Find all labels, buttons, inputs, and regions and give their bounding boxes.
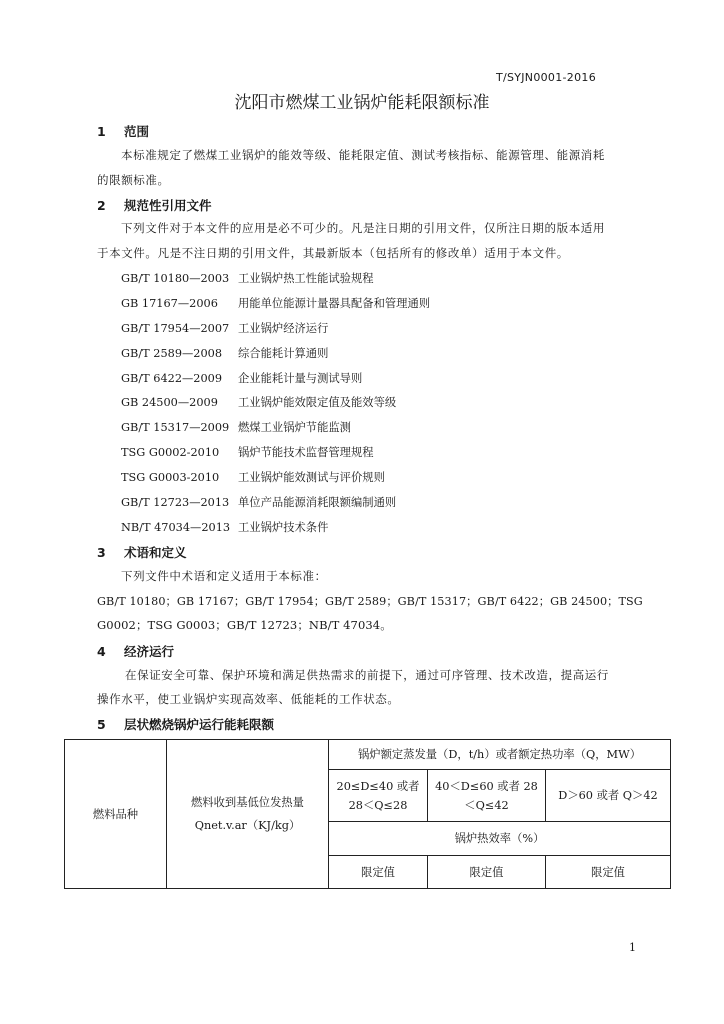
section-4-heading: 4 经济运行 — [97, 644, 175, 659]
capacity-range-cell: D＞60 或者 Q＞42 — [546, 770, 671, 822]
section-3-heading: 3 术语和定义 — [97, 545, 187, 560]
reference-item: GB/T 6422—2009 企业能耗计量与测试导则 — [121, 372, 363, 385]
document-number: T/SYJN0001-2016 — [495, 71, 596, 84]
limit-value-cell: 限定值 — [546, 856, 671, 889]
fuel-type-header: 燃料品种 — [65, 740, 167, 889]
energy-limit-table — [64, 739, 671, 889]
section-1-heading: 1 范围 — [97, 124, 150, 139]
reference-item: NB/T 47034—2013 工业锅炉技术条件 — [121, 521, 329, 534]
efficiency-header: 锅炉热效率（%） — [329, 822, 671, 856]
page-number: 1 — [629, 941, 636, 954]
section-1-paragraph-line: 的限额标准。 — [97, 173, 170, 187]
section-4-paragraph-line: 操作水平，使工业锅炉实现高效率、低能耗的工作状态。 — [97, 692, 400, 706]
reference-item: GB 24500—2009 工业锅炉能效限定值及能效等级 — [121, 396, 397, 409]
section-4-paragraph-line: 在保证安全可靠、保护环境和满足供热需求的前提下，通过可序管理、技术改造，提高运行 — [125, 668, 609, 682]
reference-item: GB/T 17954—2007 工业锅炉经济运行 — [121, 322, 329, 335]
section-3-paragraph-line: G0002；TSG G0003；GB/T 12723；NB/T 47034。 — [97, 618, 392, 632]
section-1-paragraph-line: 本标准规定了燃煤工业锅炉的能效等级、能耗限定值、测试考核指标、能源管理、能源消耗 — [121, 148, 605, 162]
capacity-range-cell: 40＜D≤60 或者 28 ＜Q≤42 — [428, 770, 546, 822]
reference-item: TSG G0002-2010 锅炉节能技术监督管理规程 — [121, 446, 374, 459]
section-2-paragraph-line: 于本文件。凡是不注日期的引用文件，其最新版本（包括所有的修改单）适用于本文件。 — [97, 246, 569, 260]
section-3-paragraph-line: 下列文件中术语和定义适用于本标准： — [121, 569, 327, 583]
section-2-heading: 2 规范性引用文件 — [97, 198, 212, 213]
reference-item: GB/T 10180—2003 工业锅炉热工性能试验规程 — [121, 272, 374, 285]
section-5-heading: 5 层状燃烧锅炉运行能耗限额 — [97, 717, 275, 732]
reference-item: GB 17167—2006 用能单位能源计量器具配备和管理通则 — [121, 297, 431, 310]
reference-item: GB/T 2589—2008 综合能耗计算通则 — [121, 347, 329, 360]
capacity-range-cell: 20≤D≤40 或者 28＜Q≤28 — [329, 770, 428, 822]
limit-value-cell: 限定值 — [329, 856, 428, 889]
reference-item: GB/T 15317—2009 燃煤工业锅炉节能监测 — [121, 421, 351, 434]
section-3-paragraph-line: GB/T 10180；GB 17167；GB/T 17954；GB/T 2589；GB/T 15317；GB/T 6422；GB 24500；TSG — [97, 595, 643, 608]
reference-item: TSG G0003-2010 工业锅炉能效测试与评价规则 — [121, 471, 385, 484]
limit-value-cell: 限定值 — [428, 856, 546, 889]
capacity-header: 锅炉额定蒸发量（D，t/h）或者额定热功率（Q，MW） — [329, 740, 671, 770]
document-title: 沈阳市燃煤工业锅炉能耗限额标准 — [234, 93, 490, 113]
reference-item: GB/T 12723—2013 单位产品能源消耗限额编制通则 — [121, 496, 397, 509]
heat-value-header: 燃料收到基低位发热量 Qnet.v.ar（KJ/kg） — [167, 740, 329, 889]
section-2-paragraph-line: 下列文件对于本文件的应用是必不可少的。凡是注日期的引用文件，仅所注日期的版本适用 — [121, 221, 605, 235]
